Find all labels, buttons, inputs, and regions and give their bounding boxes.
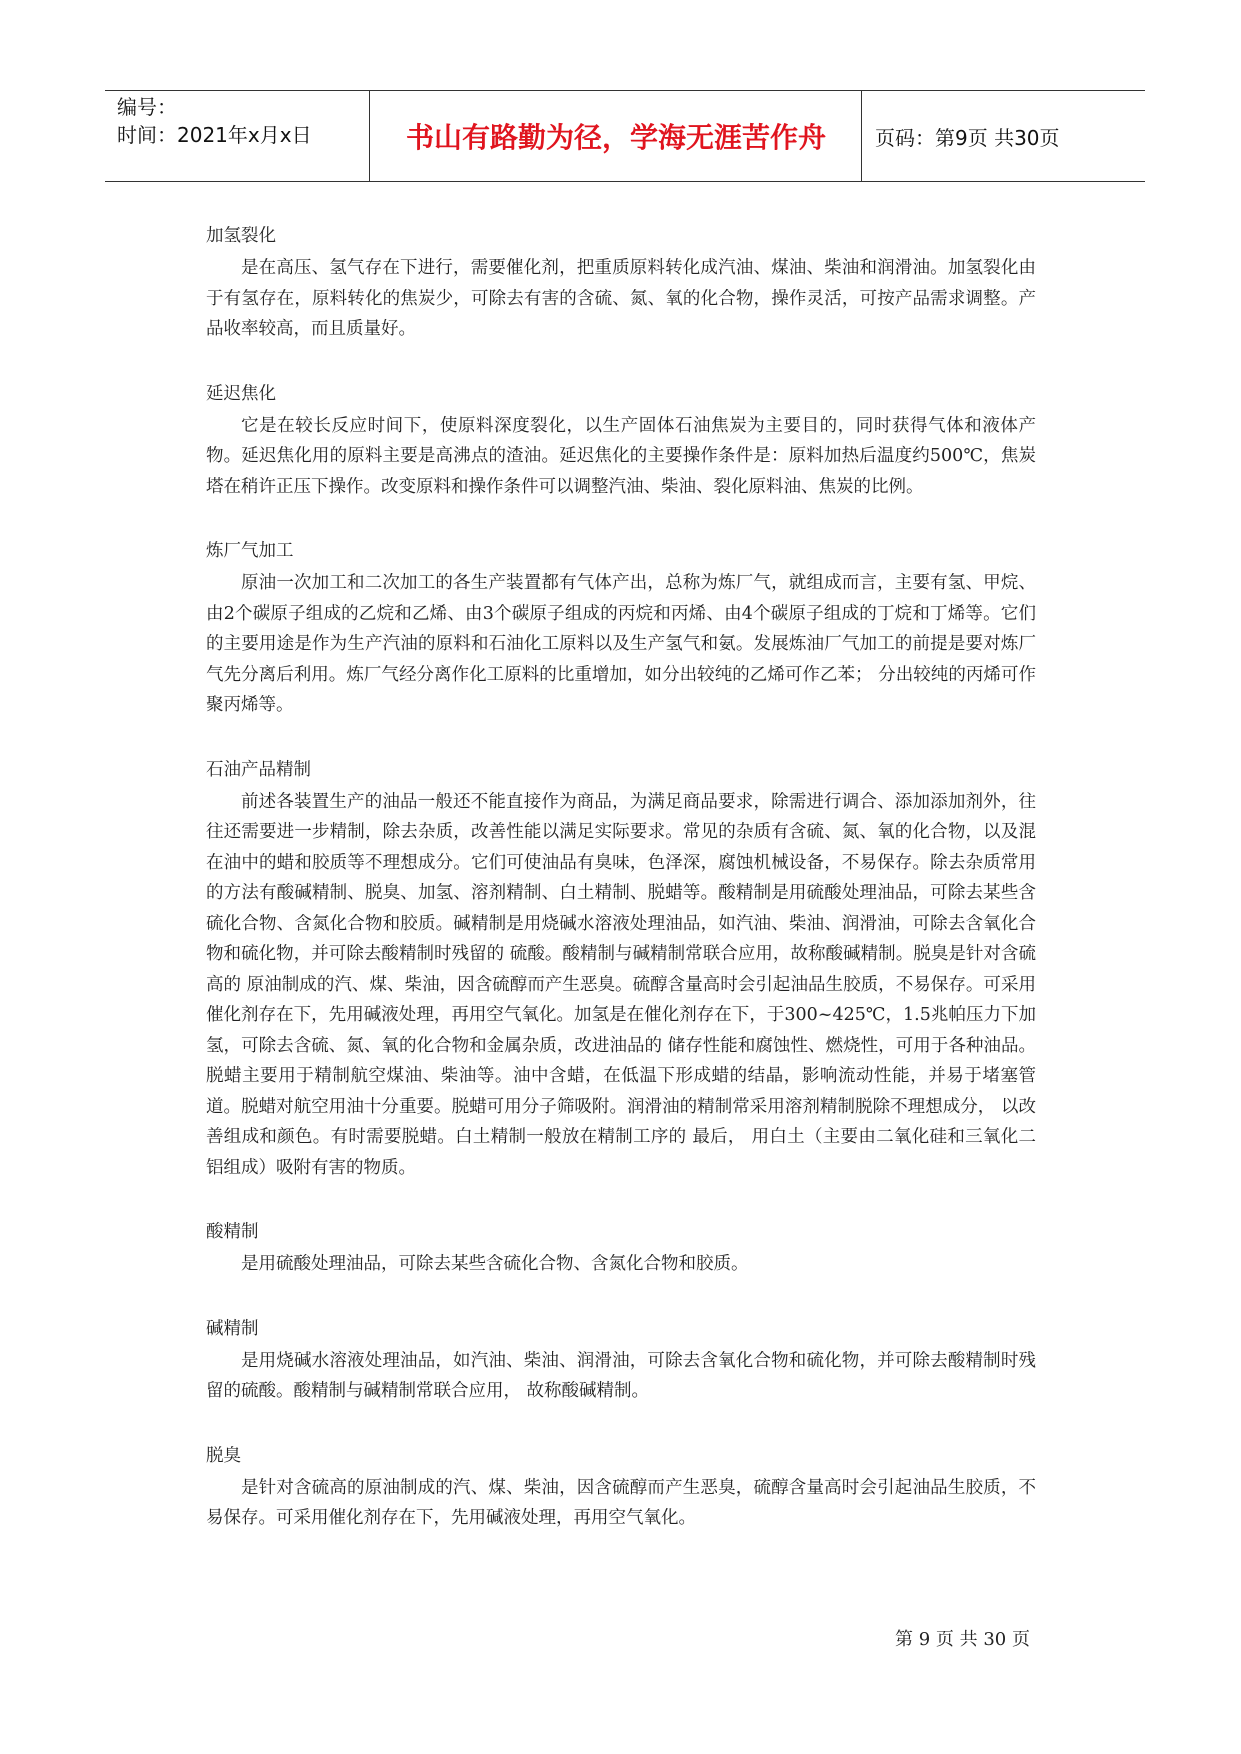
section-delayed-coking — [206, 378, 1036, 503]
section-paragraph: 是针对含硫高的原油制成的汽、煤、柴油，因含硫醇而产生恶臭，硫醇含量高时会引起油品生胶质，不易保存。可采用催化剂存在下，先用碱液处理，再用空气氧化。 — [206, 1477, 1036, 1528]
section-title: 延迟焦化 — [206, 383, 276, 404]
document-time-label: 时间：2021年x月x日 — [117, 123, 312, 147]
section-title: 炼厂气加工 — [206, 541, 294, 561]
header-meta — [117, 93, 372, 179]
header-divider — [369, 91, 370, 181]
section-title: 加氢裂化 — [206, 226, 276, 246]
section-title: 酸精制 — [206, 1222, 259, 1242]
section-deodorization — [206, 1440, 1036, 1534]
section-alkali-refining — [206, 1313, 1036, 1407]
section-title: 脱臭 — [206, 1445, 241, 1466]
section-acid-refining — [206, 1216, 1036, 1280]
header-divider — [861, 91, 862, 181]
section-paragraph: 是在高压、氢气存在下进行，需要催化剂，把重质原料转化成汽油、煤油、柴油和润滑油。加氢裂化由于有氢存在，原料转化的焦炭少，可除去有害的含硫、氮、氧的化合物，操作灵活，可按产品需求调整。产品收率较高，而且质量好。 — [206, 258, 1036, 339]
section-paragraph: 它是在较长反应时间下，使原料深度裂化，以生产固体石油焦炭为主要目的，同时获得气体和液体产物。延迟焦化用的原料主要是高沸点的渣油。延迟焦化的主要操作条件是：原料加热后温度约500℃，焦炭塔在稍许正压下操作。改变原料和操作条件可以调整汽油、柴油、裂化原料油、焦炭的比例。 — [206, 415, 1036, 497]
section-product-refining — [206, 754, 1036, 1184]
section-refinery-gas — [206, 535, 1036, 721]
section-paragraph: 原油一次加工和二次加工的各生产装置都有气体产出，总称为炼厂气，就组成而言，主要有氢、甲烷、由2个碳原子组成的乙烷和乙烯、由3个碳原子组成的丙烷和丙烯、由4个碳原子组成的丁烷和丁烯等。它们的主要用途是作为生产汽油的原料和石油化工原料以及生产氢气和氨。发展炼油厂气加工的前提是要对炼厂气先分离后利用。炼厂气经分离作化工原料的比重增加，如分出较纯的乙烯可作乙苯； 分出较纯的丙烯可作聚丙烯等。 — [206, 573, 1036, 715]
header-motto: 书山有路勤为径，学海无涯苦作舟 — [405, 121, 826, 154]
section-paragraph: 前述各装置生产的油品一般还不能直接作为商品，为满足商品要求，除需进行调合、添加添加剂外，往往还需要进一步精制，除去杂质，改善性能以满足实际要求。常见的杂质有含硫、氮、氧的化合物，以及混在油中的蜡和胶质等不理想成分。它们可使油品有臭味，色泽深，腐蚀机械设备，不易保存。除去杂质常用的方法有酸碱精制、脱臭、加氢、溶剂精制、白土精制、脱蜡等。酸精制是用硫酸处理油品，可除去某些含硫化合物、含氮化合物和胶质。碱精制是用烧碱水溶液处理油品，如汽油、柴油、润滑油，可除去含氧化合物和硫化物，并可除去酸精制时残留的 硫酸。酸精制与碱精制常联合应用，故称酸碱精制。脱臭是针对含硫高的 原油制成的汽、煤、柴油，因含硫醇而产生恶臭。硫醇含量高时会引起油品生胶质，不易保存。可采用催化剂存在下，先用碱液处理，再用空气氧化。加氢是在催化剂存在下，于300~425℃，1.5兆帕压力下加氢，可除去含硫、氮、氧的化合物和金属杂质，改进油品的 储存性能和腐蚀性、燃烧性，可用于各种油品。脱蜡主要用于精制航空煤油、柴油等。油中含蜡，在低温下形成蜡的结晶，影响流动性能，并易于堵塞管道。脱蜡对航空用油十分重要。脱蜡可用分子筛吸附。润滑油的精制常采用溶剂精制脱除不理想成分， 以改善组成和颜色。有时需要脱蜡。白土精制一般放在精制工序的 最后， 用白土（主要由二氧化硅和三氧化二铝组成）吸附有害的物质。 — [206, 791, 1036, 1178]
section-title: 碱精制 — [206, 1318, 259, 1339]
page-footer: 第 9 页 共 30 页 — [895, 1629, 1030, 1650]
section-paragraph: 是用硫酸处理油品，可除去某些含硫化合物、含氮化合物和胶质。 — [241, 1254, 749, 1274]
document-number-label: 编号： — [117, 95, 177, 119]
document-body — [206, 220, 1036, 1567]
header-page-number: 页码：第9页 共30页 — [875, 125, 1060, 150]
page-header — [105, 90, 1145, 182]
section-paragraph: 是用烧碱水溶液处理油品，如汽油、柴油、润滑油，可除去含氧化合物和硫化物，并可除去酸精制时残留的硫酸。酸精制与碱精制常联合应用， 故称酸碱精制。 — [206, 1350, 1036, 1401]
section-hydrocracking — [206, 220, 1036, 345]
section-title: 石油产品精制 — [206, 759, 311, 780]
